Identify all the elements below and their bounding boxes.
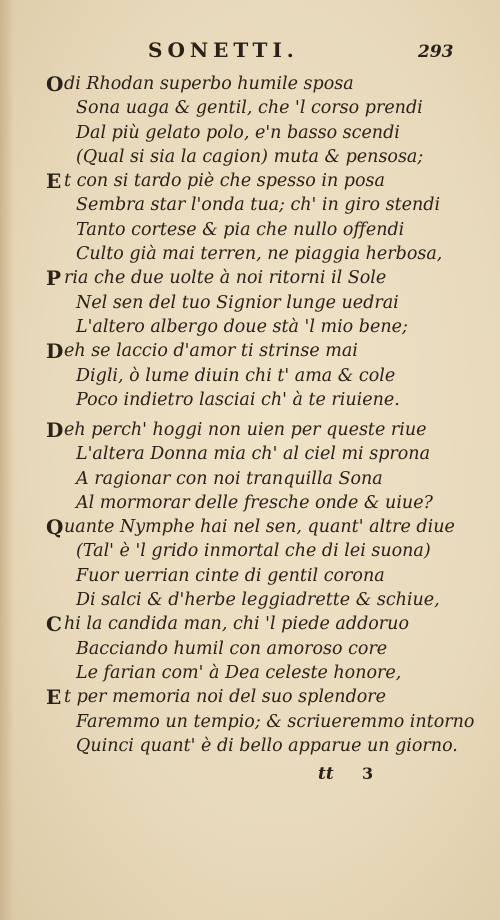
verse-text: uante Nymphe hai nel sen, quant' altre diue	[64, 517, 455, 538]
verse-line	[46, 442, 466, 466]
verse-text: Dal più gelato polo, e'n basso scendi	[76, 122, 400, 143]
verse-text: Culto già mai terren, ne piaggia herbosa,	[76, 244, 443, 265]
verse-text: Sona uaga & gentil, che 'l corso prendi	[76, 98, 423, 119]
verse-text: Fuor uerrian cinte di gentil corona	[76, 565, 385, 586]
verse-text: di Rhodan superbo humile sposa	[64, 74, 354, 94]
verse-text: Bacciando humil con amoroso core	[76, 638, 388, 659]
verse-text: eh se laccio d'amor ti strinse mai	[64, 341, 358, 362]
verse-text: Di salci & d'herbe leggiadrette & schiue,	[76, 590, 440, 611]
page-number: 293	[418, 42, 454, 62]
catchword: tt	[318, 764, 334, 784]
verse-line	[46, 467, 466, 491]
verse-text: t con si tardo piè che spesso in posa	[64, 171, 385, 192]
verse-line	[46, 418, 466, 442]
sonnet-first	[46, 72, 466, 412]
verse-text: Quinci quant' è di bello apparue un giorno.	[76, 735, 458, 756]
sonnet-second	[46, 418, 475, 758]
verse-text: L'altera Donna mia ch' al ciel mi sprona	[76, 444, 430, 465]
stanza-initial: Q	[46, 515, 64, 540]
stanza-initial: D	[46, 418, 64, 442]
verse-line	[46, 710, 475, 734]
stanza-initial: E	[46, 685, 62, 710]
verse-line	[46, 388, 466, 412]
verse-line	[46, 588, 466, 612]
verse-text: (Tal' è 'l grido inmortal che di lei suona)	[76, 541, 431, 562]
verse-line	[46, 72, 466, 96]
verse-line	[46, 612, 466, 636]
verse-line	[46, 169, 466, 193]
verse-line	[46, 539, 466, 563]
stanza-initial: E	[46, 169, 62, 194]
verse-line	[46, 339, 466, 363]
verse-line	[46, 121, 466, 145]
verse-line	[46, 218, 466, 242]
verse-line	[46, 515, 466, 539]
verse-line	[46, 242, 466, 266]
verse-text: Sembra star l'onda tua; ch' in giro stendi	[76, 195, 441, 216]
verse-text: Le farian com' à Dea celeste honore,	[76, 662, 402, 683]
verse-text: hi la candida man, chi 'l piede addoruo	[64, 614, 409, 635]
verse-line	[46, 315, 466, 339]
stanza-initial: O	[46, 72, 64, 96]
verse-line	[46, 291, 466, 315]
verse-text: (Qual si sia la cagion) muta & pensosa;	[76, 146, 424, 167]
verse-line	[46, 266, 466, 290]
verse-line	[46, 364, 466, 388]
verse-line	[46, 145, 466, 169]
verse-text: L'altero albergo doue stà 'l mio bene;	[76, 316, 408, 337]
verse-line	[46, 685, 466, 709]
verse-text: Nel sen del tuo Signior lunge uedrai	[76, 292, 399, 313]
verse-line	[46, 491, 466, 515]
stanza-initial: D	[46, 339, 64, 364]
verse-text: Faremmo un tempio; & scriueremmo intorno	[76, 711, 475, 732]
stanza-initial: P	[46, 266, 62, 291]
verse-text: eh perch' hoggi non uien per queste riue	[64, 420, 427, 440]
verse-text: A ragionar con noi tranquilla Sona	[76, 468, 383, 489]
verse-line	[46, 637, 466, 661]
verse-text: Poco indietro lasciai ch' à te riuiene.	[76, 389, 400, 410]
page-header	[0, 38, 500, 68]
page-gutter-shadow	[0, 0, 14, 920]
stanza-initial: C	[46, 612, 62, 637]
verse-line	[46, 564, 466, 588]
verse-line	[46, 661, 466, 685]
signature-mark: 3	[362, 764, 374, 783]
verse-text: Al mormorar delle fresche onde & uiue?	[76, 492, 433, 513]
verse-line	[46, 193, 466, 217]
verse-line	[46, 96, 466, 120]
verse-text: ria che due uolte à noi ritorni il Sole	[64, 268, 387, 289]
verse-text: Digli, ò lume diuin chi t' ama & cole	[76, 365, 396, 386]
verse-text: t per memoria noi del suo splendore	[64, 687, 387, 708]
running-head: SONETTI.	[148, 38, 299, 62]
verse-line	[46, 734, 466, 758]
verse-text: Tanto cortese & pia che nullo offendi	[76, 219, 405, 240]
